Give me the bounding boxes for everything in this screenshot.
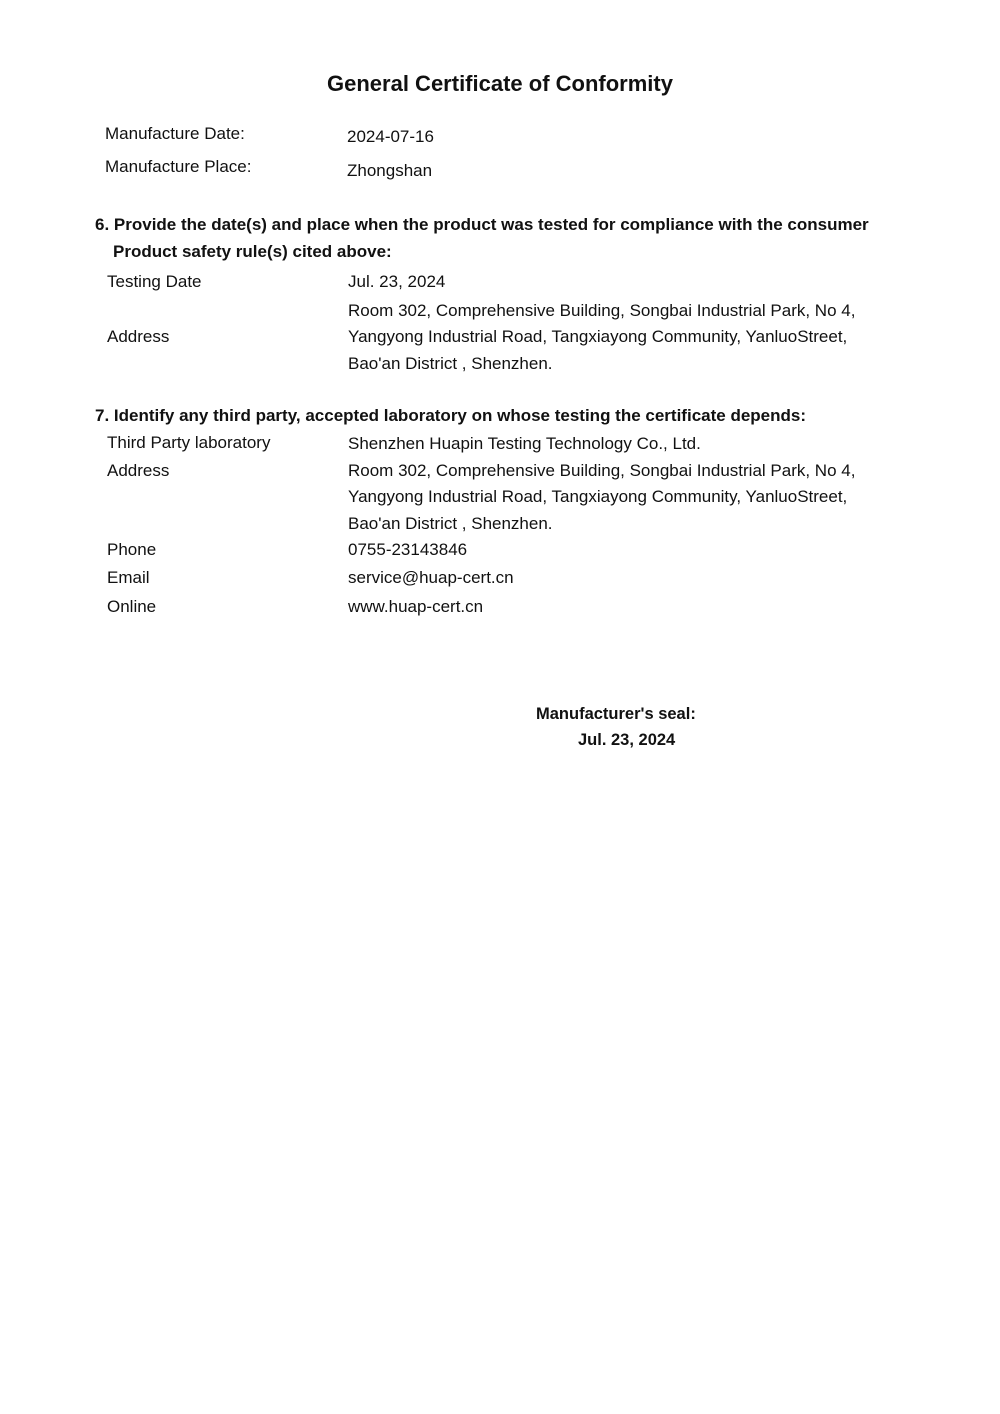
testing-address-line: Room 302, Comprehensive Building, Songbai Industrial Park, No 4, [348,301,856,320]
lab-address-line: Bao'an District , Shenzhen. [348,514,553,533]
testing-address-line: Bao'an District , Shenzhen. [348,354,553,373]
testing-address-line: Yangyong Industrial Road, Tangxiayong Community, YanluoStreet, [348,327,848,346]
email-value: service@huap-cert.cn [348,568,514,587]
manufacture-date-value: 2024-07-16 [347,127,434,146]
phone-value: 0755-23143846 [348,540,468,559]
lab-address-line: Yangyong Industrial Road, Tangxiayong Community, YanluoStreet, [348,487,848,506]
manufacturer-seal-date: Jul. 23, 2024 [578,731,676,749]
lab-value: Shenzhen Huapin Testing Technology Co., Ltd. [348,434,701,453]
lab-label: Third Party laboratory [107,433,271,452]
section-6-heading-line2: Product safety rule(s) cited above: [113,242,392,261]
manufacture-place-value: Zhongshan [347,161,433,180]
lab-address-label: Address [107,461,170,480]
online-value: www.huap-cert.cn [348,597,484,616]
manufacture-place-label: Manufacture Place: [105,157,252,176]
page-title: General Certificate of Conformity [327,71,673,96]
section-7-heading: 7. Identify any third party, accepted laboratory on whose testing the certificate depends: [95,406,807,425]
testing-address-label: Address [107,327,170,346]
testing-date-value: Jul. 23, 2024 [348,272,446,291]
email-label: Email [107,568,150,587]
manufacturer-seal-label: Manufacturer's seal: [536,705,696,723]
phone-label: Phone [107,540,157,559]
online-label: Online [107,597,157,616]
manufacture-date-label: Manufacture Date: [105,124,245,143]
lab-address-line: Room 302, Comprehensive Building, Songbai Industrial Park, No 4, [348,461,856,480]
testing-date-label: Testing Date [107,272,202,291]
section-6-heading-line1: 6. Provide the date(s) and place when the product was tested for compliance with the consumer [95,215,869,234]
